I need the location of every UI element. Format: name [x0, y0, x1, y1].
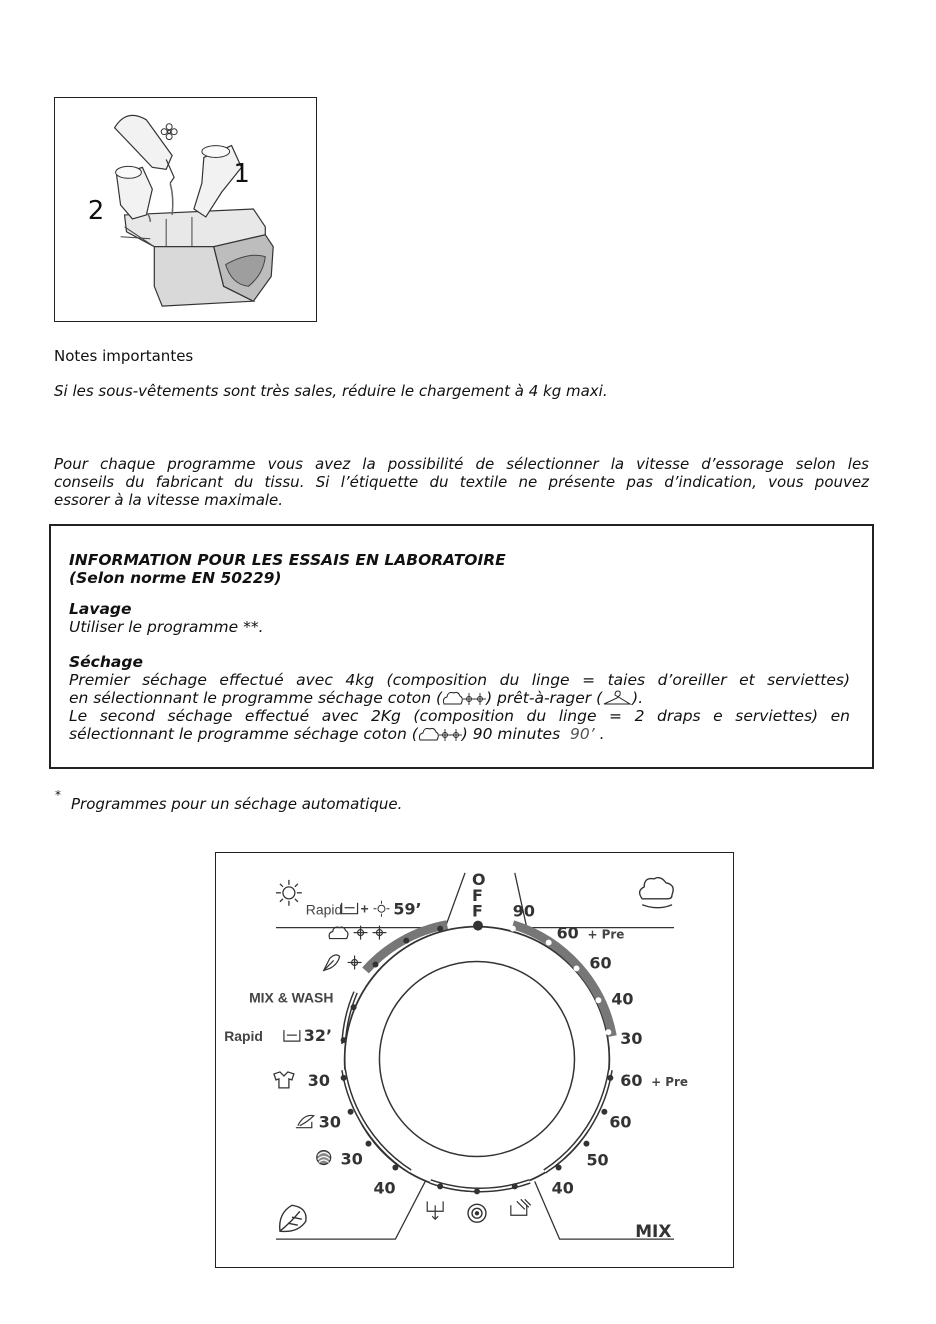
rapid-wash-time: 32’	[303, 1026, 333, 1046]
cotton-wash-icon	[640, 878, 674, 908]
wool-temp: 30	[340, 1149, 363, 1169]
dial-inner-ring	[379, 961, 574, 1156]
spin-icon	[468, 1204, 486, 1222]
fabric-softener-flower-icon	[161, 124, 177, 140]
eco-temp: 40	[373, 1178, 396, 1198]
mix-label: MIX	[635, 1221, 672, 1242]
lab-dry-line	[69, 725, 850, 743]
basin-icon	[284, 1030, 300, 1041]
mix-temp: 40	[551, 1178, 574, 1198]
mix-wash-label: MIX & WASH	[249, 989, 334, 1006]
notes-underwear-text: Si les sous-vêtements sont très sales, réduire le chargement à 4 kg maxi.	[54, 382, 608, 400]
lab-dry-line	[69, 689, 850, 707]
rapid-wash-label: Rapid	[224, 1028, 263, 1045]
shirt-icon	[274, 1072, 294, 1088]
lab-dry-text: ).	[632, 689, 644, 707]
cotton-temp: 60	[556, 923, 579, 943]
program-dial-diagram	[216, 853, 733, 1267]
cotton-dry-icon	[418, 726, 462, 742]
off-letter: F	[472, 901, 483, 921]
rapid-dry-label: Rapid	[305, 901, 343, 918]
lab-dry-line: Le second séchage effectué avec 2Kg (composition du linge = 2 draps e serviettes) en	[69, 707, 850, 725]
basin-icon	[342, 903, 358, 914]
lab-dry-text: ) 90 minutes	[461, 725, 561, 743]
lab-dry-text: sélectionnant le programme séchage coton (	[69, 725, 418, 743]
prewash-label: + Pre	[587, 927, 625, 942]
drying-sun-icon	[276, 880, 302, 906]
footnote-mark: *	[55, 788, 61, 802]
synthetic-dry-icon	[324, 955, 362, 971]
delicate-temp: 30	[318, 1112, 341, 1132]
mix-temp: 60	[609, 1112, 632, 1132]
cotton-temp: 30	[620, 1029, 643, 1049]
lab-dry-text: ) prêt-à-rager (	[486, 689, 603, 707]
lab-dry-text: en sélectionnant le programme séchage coton (	[69, 689, 443, 707]
lab-title: INFORMATION POUR LES ESSAIS EN LABORATOIRE	[69, 551, 506, 569]
compartment-label-1: 1	[233, 159, 250, 190]
compartment-label-2: 2	[87, 195, 105, 226]
mix-temp: 50	[586, 1150, 609, 1170]
shirts-temp: 30	[307, 1070, 330, 1090]
lab-wash-heading: Lavage	[69, 600, 132, 618]
program-dial-panel	[215, 852, 734, 1268]
lab-dry-text: .	[599, 725, 605, 743]
sun-small-icon	[373, 901, 389, 917]
cotton-temp: 60	[589, 953, 612, 973]
off-letter: F	[472, 885, 483, 905]
cotton-temp: 90	[512, 901, 535, 921]
spin-paragraph-line: conseils du fabricant du tissu. Si l’étiquette du textile ne présente pas d’indication, vous pouvez	[54, 473, 869, 491]
hanger-icon	[602, 690, 632, 706]
notes-heading: Notes importantes	[54, 347, 194, 365]
lab-dry-heading: Séchage	[69, 653, 143, 671]
lab-standard: (Selon norme EN 50229)	[69, 569, 282, 587]
plus-sign: +	[360, 900, 369, 917]
detergent-drawer-figure	[54, 97, 317, 322]
rapid-dry-time: 59’	[393, 899, 422, 919]
spin-speed-paragraph	[54, 455, 869, 509]
eco-leaf-icon	[280, 1205, 306, 1231]
off-letter: O	[472, 869, 486, 889]
rinse-icon	[511, 1199, 531, 1215]
mix-temp: 60	[620, 1070, 643, 1090]
delicate-icon	[296, 1115, 314, 1127]
lab-90min-label: 90’	[570, 725, 595, 743]
drain-icon	[427, 1201, 443, 1219]
wool-icon	[317, 1151, 331, 1165]
cotton-temp: 40	[611, 989, 634, 1009]
cotton-dry-icon	[442, 690, 486, 706]
spin-paragraph-line: Pour chaque programme vous avez la possibilité de sélectionner la vitesse d’essorage selon les	[54, 455, 869, 473]
lab-test-info-box	[49, 524, 874, 769]
prewash-label: + Pre	[651, 1074, 689, 1089]
detergent-drawer-illustration	[55, 98, 316, 321]
lab-wash-text: Utiliser le programme **.	[69, 618, 264, 636]
spin-paragraph-line: essorer à la vitesse maximale.	[54, 491, 284, 509]
lab-dry-line: Premier séchage effectué avec 4kg (composition du linge = taies d’oreiller et serviettes)	[69, 671, 850, 689]
footnote-text: Programmes pour un séchage automatique.	[71, 795, 403, 813]
